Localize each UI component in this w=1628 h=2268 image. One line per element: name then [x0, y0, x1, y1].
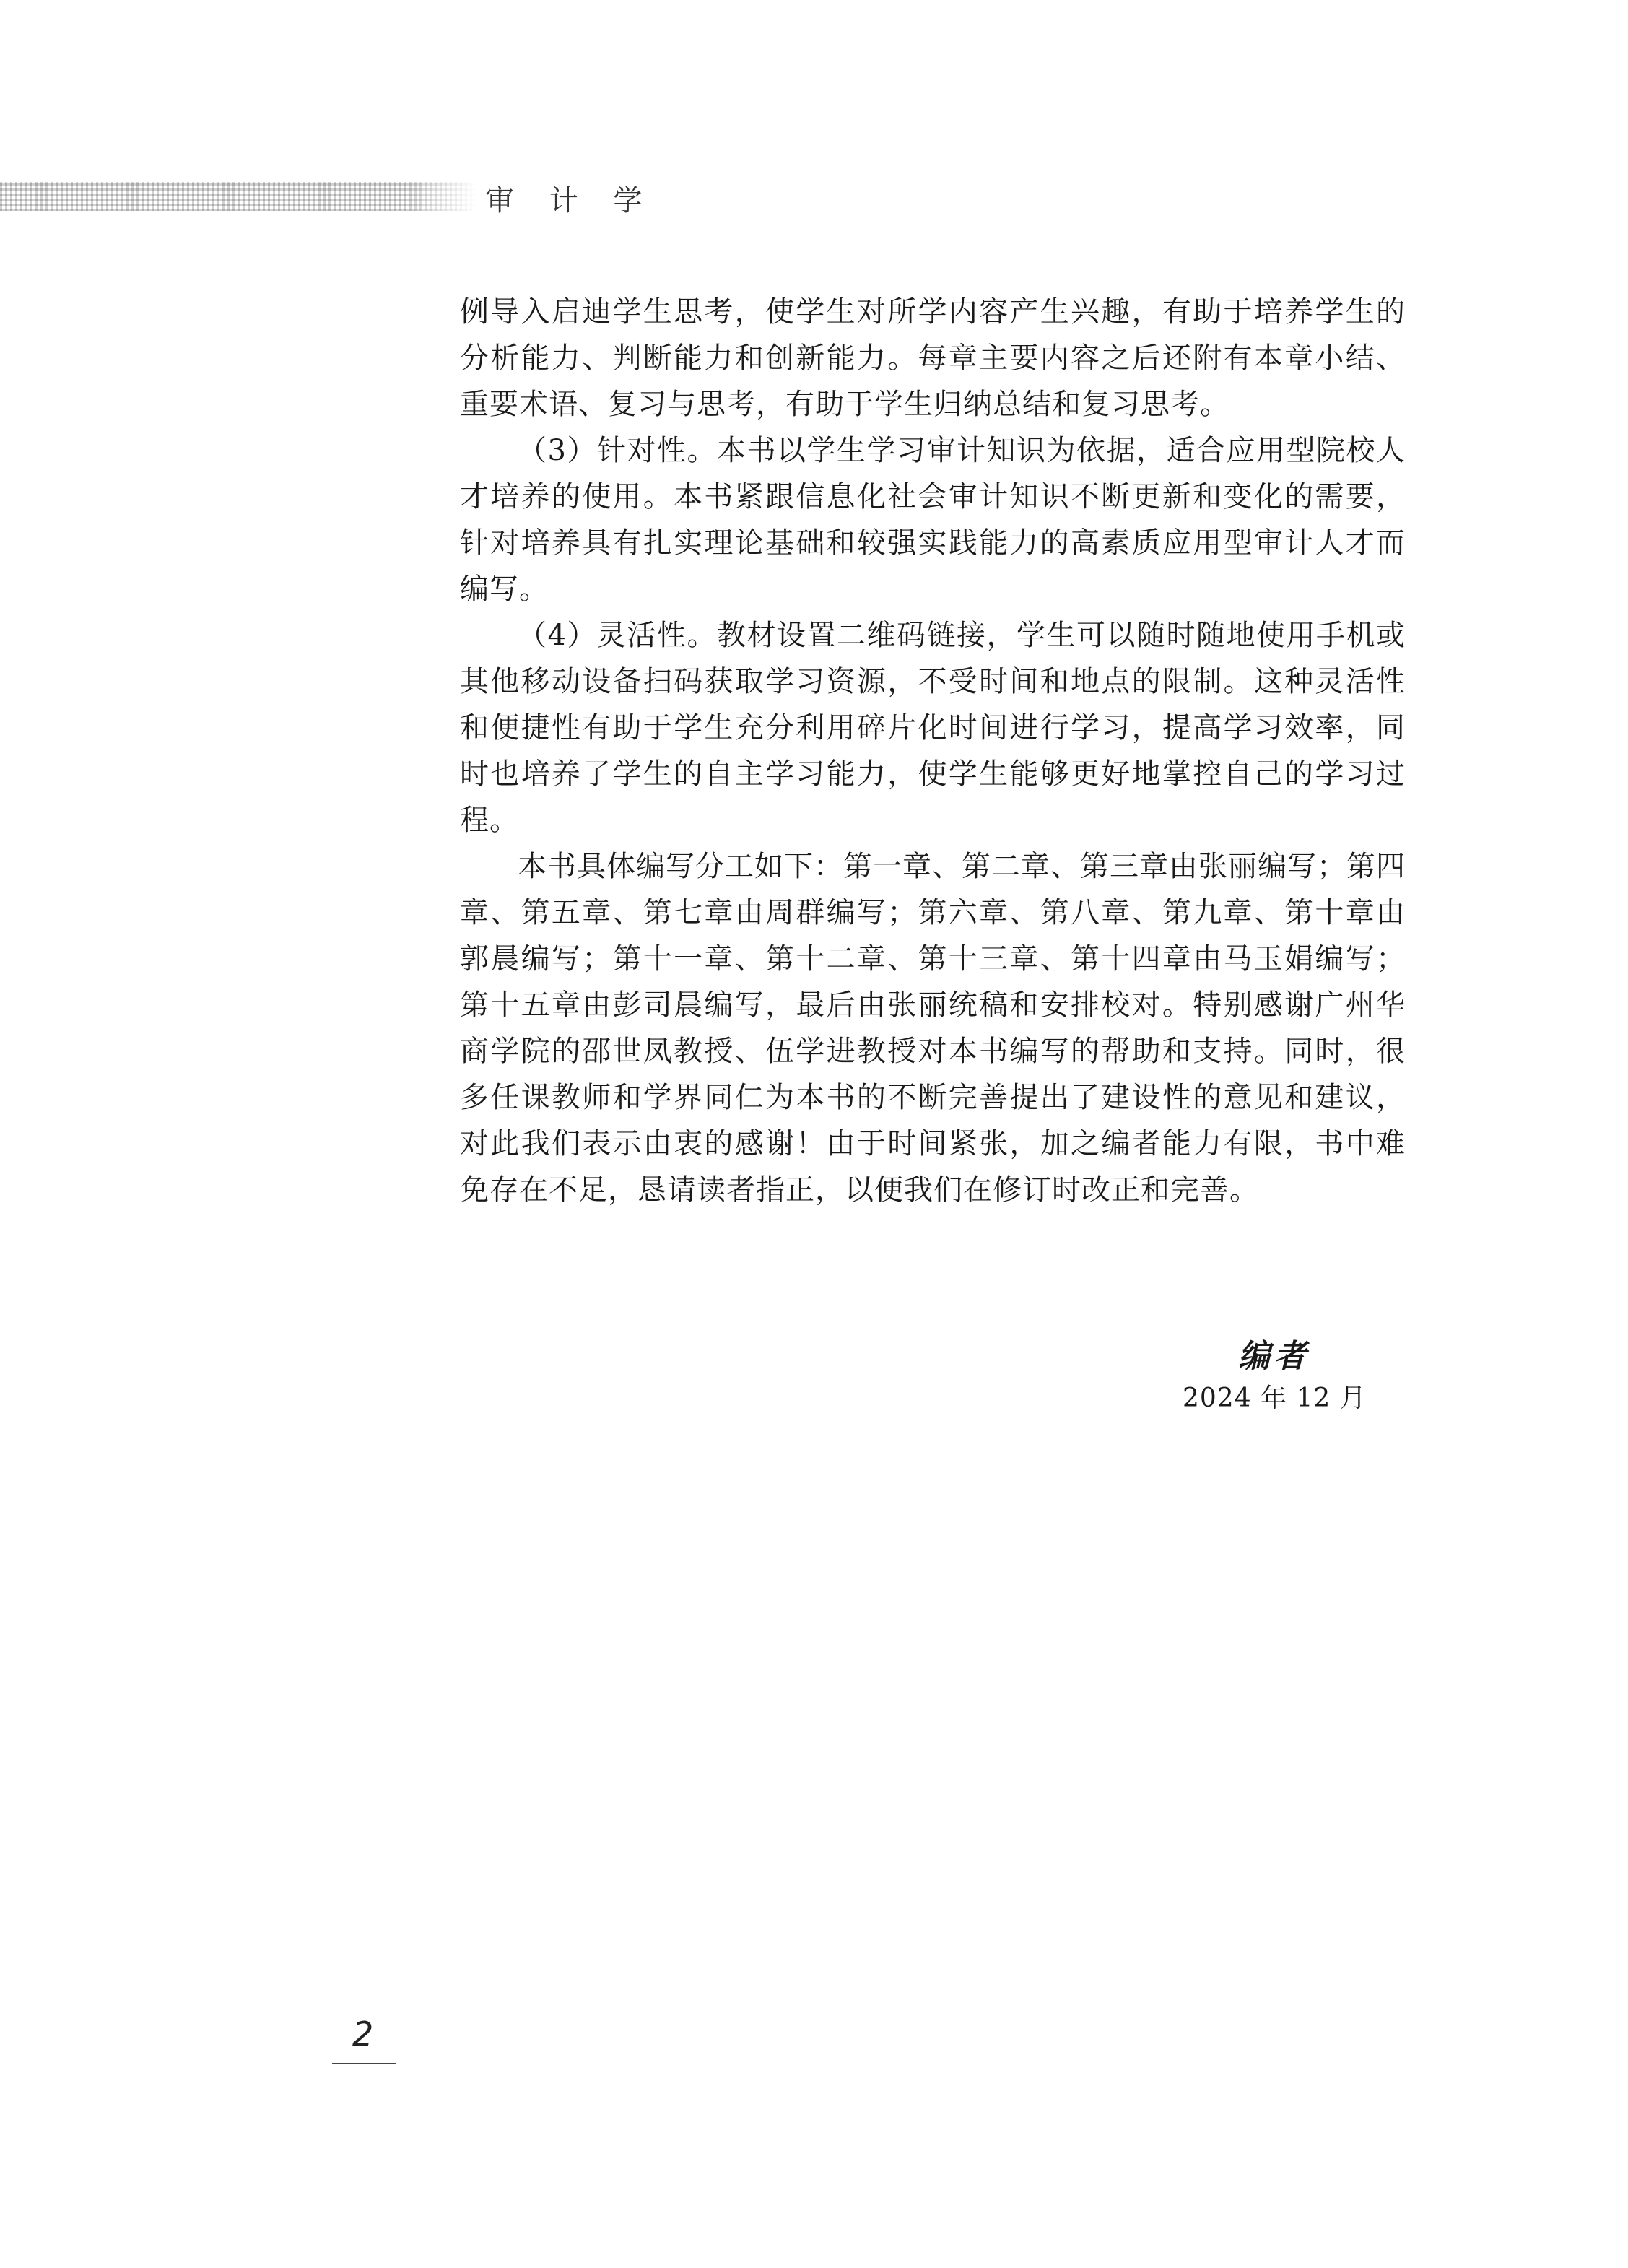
paragraph-authorship: 本书具体编写分工如下：第一章、第二章、第三章由张丽编写；第四章、第五章、第七章由周群编写；第六章、第八章、第九章、第十章由郭晨编写；第十一章、第十二章、第十三章、第十四章由马玉娟编写；第十五章由彭司晨编写，最后由张丽统稿和安排校对。特别感谢广州华商学院的邵世凤教授、伍学进教授对本书编写的帮助和支持。同时，很多任课教师和学界同仁为本书的不断完善提出了建设性的意见和建议，对此我们表示由衷的感谢！由于时间紧张，加之编者能力有限，书中难免存在不足，恳请读者指正，以便我们在修订时改正和完善。	[460, 850, 1406, 1207]
paragraph-continued: 例导入启迪学生思考，使学生对所学内容产生兴趣，有助于培养学生的分析能力、判断能力和创新能力。每章主要内容之后还附有本章小结、重要术语、复习与思考，有助于学生归纳总结和复习思考。	[460, 295, 1406, 421]
body-text	[460, 289, 1406, 1213]
page-number-rule	[332, 2063, 396, 2064]
signature-date: 2024 年 12 月	[1183, 1383, 1367, 1413]
page-number: 2	[352, 2015, 374, 2054]
running-header-title: 审 计 学	[485, 184, 656, 217]
paragraph-flexibility: （4）灵活性。教材设置二维码链接，学生可以随时随地使用手机或其他移动设备扫码获取学习资源，不受时间和地点的限制。这种灵活性和便捷性有助于学生充分利用碎片化时间进行学习，提高学习效率，同时也培养了学生的自主学习能力，使学生能够更好地掌控自己的学习过程。	[460, 619, 1406, 837]
paragraph-targeting: （3）针对性。本书以学生学习审计知识为依据，适合应用型院校人才培养的使用。本书紧跟信息化社会审计知识不断更新和变化的需要，针对培养具有扎实理论基础和较强实践能力的高素质应用型审计人才而编写。	[460, 434, 1406, 606]
header-band-fade	[404, 182, 476, 211]
signature-author: 编者	[1238, 1338, 1310, 1375]
